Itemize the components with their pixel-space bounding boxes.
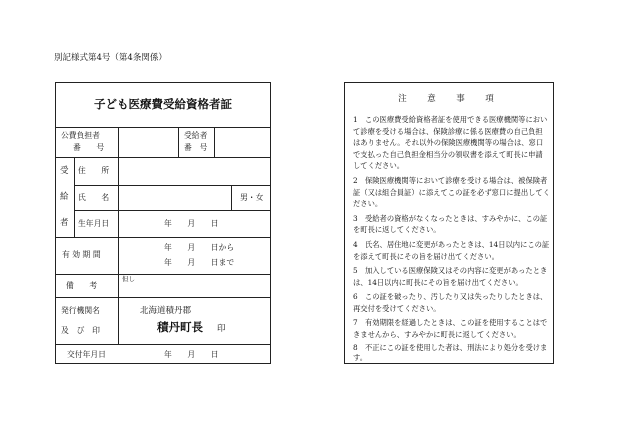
remarks-label: 備 考 [66, 281, 98, 290]
issuer-region: 北海道積丹郡 [140, 306, 192, 316]
certificate-card [55, 82, 271, 364]
divider [56, 237, 270, 238]
divider [56, 127, 270, 128]
divider [56, 274, 270, 275]
divider [118, 127, 119, 157]
validity-label: 有 効 期 間 [62, 250, 101, 259]
issue-date-value: 年 月 日 [164, 350, 219, 359]
issue-date-label: 交付年月日 [67, 350, 106, 359]
seal-mark: 印 [217, 324, 226, 334]
notice-line: 1 この医療費受給資格者証を使用できる医療機関等におい [353, 115, 548, 124]
divider [178, 127, 179, 157]
notice-line: 2 保険医療機関等において診療を受ける場合は、被保険者 [353, 176, 548, 185]
divider [118, 157, 119, 344]
notice-line: 7 有効期限を経過したときは、この証を使用することはで [353, 318, 548, 328]
notice-line: す。 [353, 353, 368, 363]
notice-line: ださい。 [353, 199, 383, 209]
card-title: 子ども医療費受給資格者証 [94, 97, 232, 111]
notice-line: で支払った自己負担金相当分の領収書を添えて町長に申請 [353, 149, 543, 159]
notice-line: きませんから、すみやかに町長に返してください。 [353, 329, 521, 339]
validity-to: 年 月 日まで [164, 258, 235, 267]
divider [74, 185, 270, 186]
notice-line: 再交付を受けてください。 [353, 303, 441, 313]
notice-line: 4 氏名、居住地に変更があったときは、14日以内にこの証 [353, 239, 550, 249]
notice-line: を町長に返してください。 [353, 225, 441, 235]
divider [74, 157, 75, 237]
payer-number-label-2: 番 号 [73, 143, 105, 152]
recipient-number-label: 受給者 [184, 131, 208, 140]
issuer-name: 積丹町長 [157, 320, 203, 334]
side-char-sha: 者 [60, 218, 69, 228]
birth-date-label: 生年月日 [78, 219, 110, 228]
divider [214, 127, 215, 157]
side-char-ju: 受 [60, 166, 69, 176]
gender-field: 男・女 [240, 193, 264, 202]
notice-line: 8 不正にこの証を使用した者は、刑法により処分を受けま [353, 342, 548, 352]
notice-line: 5 加入している医療保険又はその内容に変更があったとき [353, 266, 548, 276]
issuer-label: 発行機関名 [61, 306, 100, 315]
validity-from: 年 月 日から [164, 243, 235, 252]
divider [56, 157, 270, 158]
divider [56, 344, 270, 345]
notice-title: 注 意 事 項 [398, 94, 500, 104]
recipient-number-label-2: 番 号 [184, 143, 208, 152]
notice-line: してください。 [353, 161, 405, 171]
notice-box [344, 82, 554, 364]
divider [56, 297, 270, 298]
notice-line: はありません。それ以外の保険医療機関等の場合は、窓口 [353, 138, 544, 148]
notice-line: は、14日以内に町長にその旨を届け出てください。 [353, 277, 523, 287]
side-char-kyu: 給 [60, 192, 69, 202]
address-label: 住 所 [78, 166, 110, 175]
payer-number-label: 公費負担者 [61, 131, 100, 140]
notice-line: て診療を受ける場合は、保険診療に係る医療費の自己負担 [353, 126, 543, 136]
divider [231, 185, 232, 210]
form-number-note: 別記様式第4号（第4条関係） [54, 53, 167, 63]
notice-line: を添えて町長にその旨を届け出てください。 [353, 251, 499, 261]
notice-line: 証（又は組合員証）に添えてこの証を必ず窓口に提出してく [353, 187, 551, 197]
birth-date-value: 年 月 日 [164, 219, 219, 228]
issuer-label-2: 及 び 印 [61, 326, 100, 335]
name-label: 氏 名 [78, 193, 110, 202]
remarks-prefix: 但し [122, 275, 135, 283]
notice-line: 3 受給者の資格がなくなったときは、すみやかに、この証 [353, 213, 548, 223]
divider [74, 210, 270, 211]
notice-line: 6 この証を破ったり、汚したり又は失ったりしたときは、 [353, 292, 548, 302]
